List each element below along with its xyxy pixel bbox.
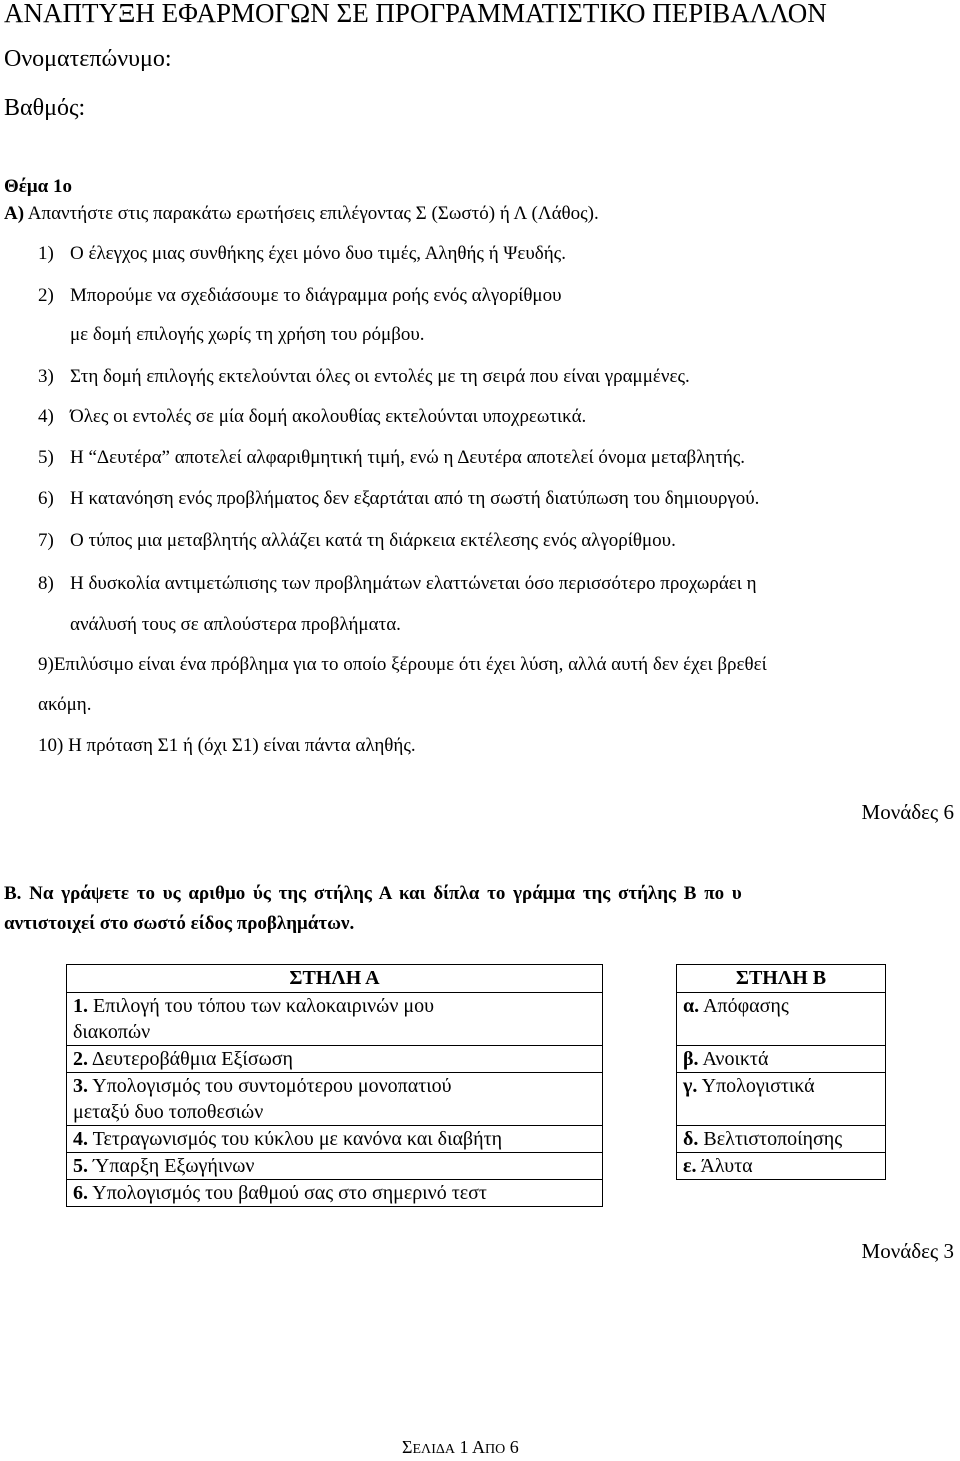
column-a-row: 5. Ύπαρξη Εξωγήινων <box>67 1153 603 1180</box>
column-a-row: 6. Υπολογισμός του βαθμού σας στο σημερινό τεστ <box>67 1180 603 1207</box>
column-a-row: 3. Υπολογισμός του συντομότερου μονοπατιού μεταξύ δυο τοποθεσιών <box>67 1073 603 1126</box>
question-item: 9)Επιλύσιμο είναι ένα πρόβλημα για το οποίο ξέρουμε ότι έχει λύση, αλλά αυτή δεν έχει βρεθεί <box>38 654 767 675</box>
column-a-row: 2. Δευτεροβάθμια Εξίσωση <box>67 1046 603 1073</box>
marks-part-b: Μονάδες 3 <box>861 1239 954 1263</box>
name-label: Ονοματεπώνυμο: <box>4 46 172 72</box>
question-item: 3) Στη δομή επιλογής εκτελούνται όλες οι εντολές με τη σειρά που είναι γραμμένες. <box>38 366 690 387</box>
marks-part-a: Μονάδες 6 <box>861 800 954 824</box>
column-b-row: δ. Βελτιστοποίησης <box>677 1126 886 1153</box>
part-a-instruction-text: Απαντήστε στις παρακάτω ερωτήσεις επιλέγοντας Σ (Σωστό) ή Λ (Λάθος). <box>27 203 599 224</box>
question-item: 8) Η δυσκολία αντιμετώπισης των προβλημάτων ελαττώνεται όσο περισσότερο προχωράει η <box>38 573 757 594</box>
question-item: 4) Όλες οι εντολές σε μία δομή ακολουθίας εκτελούνται υποχρεωτικά. <box>38 406 587 427</box>
grade-label: Βαθμός: <box>4 95 86 121</box>
column-a-header: ΣΤΗΛΗ Α <box>67 965 603 993</box>
column-b-row: ε. Άλυτα <box>677 1153 886 1180</box>
part-a-instruction <box>4 203 599 225</box>
part-b-instruction-line2: αντιστοιχεί στο σωστό είδος προβλημάτων. <box>4 913 355 934</box>
question-item: 1) Ο έλεγχος μιας συνθήκης έχει μόνο δυο τιμές, Αληθής ή Ψευδής. <box>38 243 566 264</box>
column-b-header: ΣΤΗΛΗ Β <box>677 965 886 993</box>
question-item: 6) Η κατανόηση ενός προβλήματος δεν εξαρτάται από τη σωστή διατύπωση του δημιουργού. <box>38 488 760 509</box>
column-a-row: 1. Επιλογή του τόπου των καλοκαιρινών μου διακοπών <box>67 993 603 1046</box>
part-a-label: Α) <box>4 203 25 224</box>
question-item-continuation: με δομή επιλογής χωρίς τη χρήση του ρόμβου. <box>70 324 425 345</box>
question-item-continuation: ακόμη. <box>38 694 92 715</box>
column-b-table <box>676 964 886 1180</box>
page-number: ΣΕΛΙΔΑ 1 ΑΠΟ 6 <box>402 1437 519 1457</box>
question-item: 7) Ο τύπος μια μεταβλητής αλλάζει κατά τη διάρκεια εκτέλεσης ενός αλγορίθμου. <box>38 530 676 551</box>
question-item: 2) Μπορούμε να σχεδιάσουμε το διάγραμμα ροής ενός αλγορίθμου <box>38 285 562 306</box>
document-title: ΑΝΑΠΤΥΞΗ ΕΦΑΡΜΟΓΩΝ ΣΕ ΠΡΟΓΡΑΜΜΑΤΙΣΤΙΚΟ ΠΕΡΙΒΑΛΛΟΝ <box>4 0 827 28</box>
question-item-continuation: ανάλυσή τους σε απλούστερα προβλήματα. <box>70 614 401 635</box>
question-item: 10) Η πρόταση Σ1 ή (όχι Σ1) είναι πάντα αληθής. <box>38 735 416 756</box>
column-a-row: 4. Τετραγωνισμός του κύκλου με κανόνα και διαβήτη <box>67 1126 603 1153</box>
question-item: 5) Η “Δευτέρα” αποτελεί αλφαριθμητική τιμή, ενώ η Δευτέρα αποτελεί όνομα μεταβλητής. <box>38 447 746 468</box>
topic-heading: Θέμα 1ο <box>4 176 73 197</box>
column-a-table <box>66 964 603 1207</box>
column-b-row: β. Ανοικτά <box>677 1046 886 1073</box>
column-b-row: γ. Υπολογιστικά <box>677 1073 886 1126</box>
part-b-instruction-line1: Β. Να γράψετε το υς αριθμο ύς της στήλης Α και δίπλα το γράμμα της στήλης Β πο υ <box>4 883 742 904</box>
column-b-row: α. Απόφασης <box>677 993 886 1046</box>
